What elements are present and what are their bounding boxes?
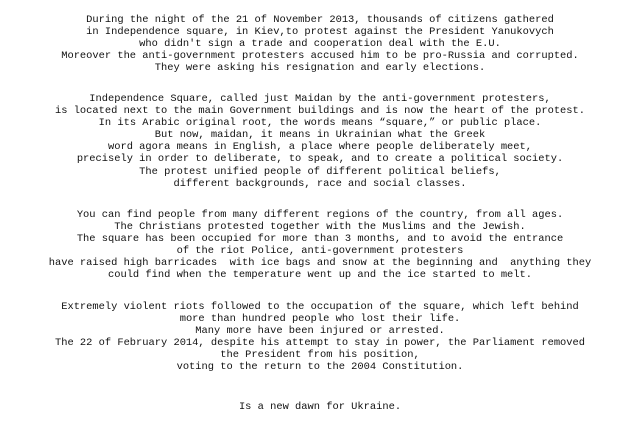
- text-line: The Christians protested together with the Muslims and the Jewish.: [114, 221, 526, 234]
- text-line: in Independence square, in Kiev,to protest against the President Yanukovych: [86, 26, 554, 39]
- text-line: who didn't sign a trade and cooperation deal with the E.U.: [139, 38, 501, 51]
- closing-line: Is a new dawn for Ukraine.: [238, 401, 402, 413]
- text-line: Extremely violent riots followed to the occupation of the square, which left behind: [61, 301, 579, 313]
- text-line: of the riot Police, anti-government protesters: [176, 245, 464, 258]
- text-line: Independence Square, called just Maidan by the anti-government protesters,: [89, 93, 551, 105]
- text-line: Many more have been injured or arrested.: [195, 325, 445, 338]
- text-line: The square has been occupied for more than 3 months, and to avoid the entrance: [76, 233, 564, 246]
- paragraph-independence-square: [0, 93, 640, 190]
- text-line: voting to the return to the 2004 Constitution.: [176, 361, 464, 374]
- text-line: could find when the temperature went up and the ice started to melt.: [107, 269, 532, 282]
- text-line: You can find people from many different regions of the country, from all ages.: [76, 209, 564, 221]
- text-line: is located next to the main Government buildings and is now the heart of the protest.: [54, 105, 585, 118]
- text-line: The 22 of February 2014, despite his attempt to stay in power, the Parliament removed: [54, 337, 585, 350]
- text-line: precisely in order to deliberate, to speak, and to create a political society.: [76, 153, 564, 166]
- text-line: word agora means in English, a place where people deliberately meet,: [107, 141, 532, 154]
- paragraph-riots: [0, 301, 640, 374]
- text-line: Moreover the anti-government protesters accused him to be pro-Russia and corrupted.: [61, 50, 579, 63]
- text-line: the President from his position,: [220, 349, 420, 362]
- text-line: They were asking his resignation and early elections.: [154, 62, 486, 75]
- text-line: During the night of the 21 of November 2013, thousands of citizens gathered: [86, 14, 554, 26]
- text-line: The protest unified people of different political beliefs,: [139, 165, 501, 178]
- paragraph-november-protest: [0, 14, 640, 74]
- paragraph-occupation: [0, 209, 640, 282]
- paragraph-closing: [0, 401, 640, 413]
- text-line: more than hundred people who lost their life.: [179, 313, 461, 326]
- text-line: But now, maidan, it means in Ukrainian what the Greek: [154, 129, 486, 142]
- text-line: In its Arabic original root, the words means “square,” or public place.: [98, 117, 542, 130]
- text-line: different backgrounds, race and social classes.: [173, 177, 467, 190]
- text-line: have raised high barricades with ice bags and snow at the beginning and anything they: [48, 257, 592, 270]
